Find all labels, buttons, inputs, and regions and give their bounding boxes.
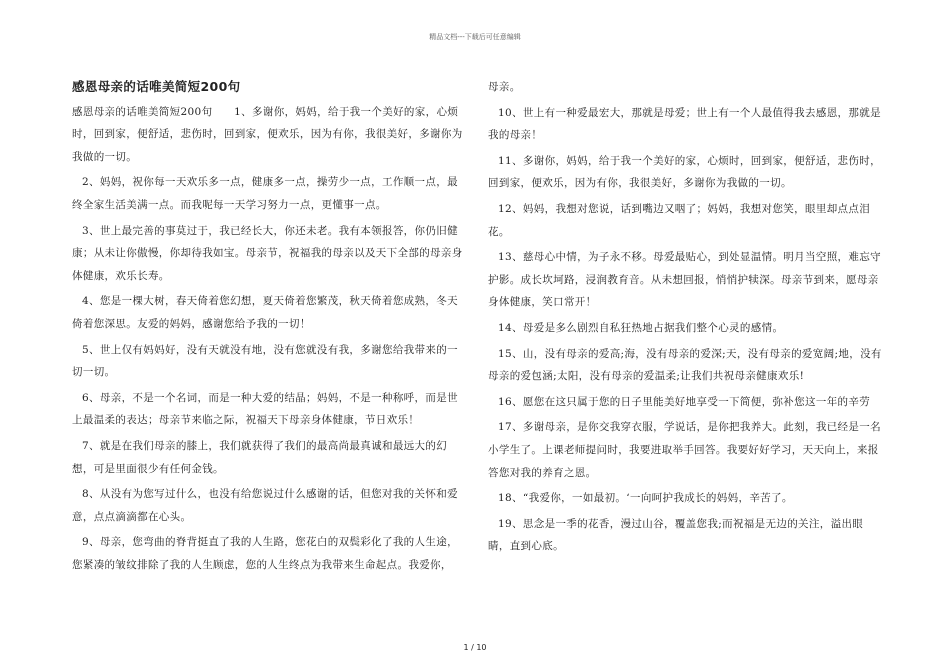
page-number: 1 / 10 xyxy=(463,643,487,652)
paragraph: 8、从没有为您写过什么，也没有给您说过什么感谢的话，但您对我的关怀和爱意，点点滴滴都在心头。 xyxy=(72,488,458,523)
right-column xyxy=(488,76,883,561)
paragraph: 10、世上有一种爱最宏大，那就是母爱；世上有一个人最值得我去感恩，那就是我的母亲！ xyxy=(488,106,881,142)
paragraph: 14、母爱是多么剧烈自私狂热地占据我们整个心灵的感情。 xyxy=(498,321,784,334)
paragraph: 19、思念是一季的花香，漫过山谷，覆盖您我;而祝福是无边的关注，溢出眼睛，直到心底。 xyxy=(488,517,864,553)
paragraph: 13、慈母心中情，为子永不移。母爱最贴心，到处显温情。明月当空照，难忘守护影。成长坎坷路，浸润教育音。从未想回报，悄悄护犊深。母亲节到来，愿母亲身体健康，笑口常开！ xyxy=(488,251,881,309)
paragraph: 17、多谢母亲，是你交我穿衣服，学说话，是你把我养大。此刻，我已经是一名小学生了。上课老师提问时，我要进取举手回答。我要好好学习，天天向上，来报答您对我的养育之恩。 xyxy=(488,421,881,479)
paragraph: 感恩母亲的话唯美简短200句 1、多谢你，妈妈，给于我一个美好的家，心烦时，回到家，便舒适，悲伤时，回到家，便欢乐，因为有你，我很美好，多谢你为我做的一切。 xyxy=(72,105,463,163)
paragraph: 16、愿您在这只属于您的日子里能美好地享受一下简便，弥补您这一年的辛劳 xyxy=(498,395,871,408)
paragraph: 12、妈妈，我想对您说，话到嘴边又咽了；妈妈，我想对您笑，眼里却点点泪花。 xyxy=(488,202,871,238)
paragraph: 7、就是在我们母亲的膝上，我们就获得了我们的最高尚最真诚和最远大的幻想，可是里面很少有任何金钱。 xyxy=(72,439,448,475)
paragraph: 6、母亲，不是一个名词，而是一种大爱的结晶；妈妈，不是一种称呼，而是世上最温柔的表达；母亲节来临之际，祝福天下母亲身体健康，节日欢乐！ xyxy=(72,391,458,427)
paragraph: 4、您是一棵大树，春天倚着您幻想，夏天倚着您繁茂，秋天倚着您成熟，冬天倚着您深思。友爱的妈妈，感谢您给予我的一切！ xyxy=(72,295,458,330)
paragraph: 11、多谢你，妈妈，给于我一个美好的家，心烦时，回到家，便舒适，悲伤时，回到家，便欢乐，因为有你，我很美好，多谢你为我做的一切。 xyxy=(488,154,881,190)
paragraph: 9、母亲，您弯曲的脊背挺直了我的人生路，您花白的双鬓彩化了我的人生途，您紧凑的皱纹排除了我的人生顾虑，您的人生终点为我带来生命起点。我爱你， xyxy=(72,536,458,571)
page-header: 精品文档---下载后可任意编辑 xyxy=(429,33,521,41)
left-column xyxy=(72,76,467,579)
paragraph: 15、山，没有母亲的爱高;海，没有母亲的爱深;天，没有母亲的爱宽阔;地，没有母亲的爱包涵;太阳，没有母亲的爱温柔;让我们共祝母亲健康欢乐! xyxy=(488,347,882,383)
paragraph: 3、世上最完善的事莫过于，我已经长大，你还未老。我有本领报答，你仍旧健康；从未让你傲慢，你却待我如宝。母亲节，祝福我的母亲以及天下全部的母亲身体健康，欢乐长寿。 xyxy=(72,224,463,282)
document-title: 感恩母亲的话唯美简短200句 xyxy=(72,79,241,94)
paragraph: 母亲。 xyxy=(488,81,521,93)
paragraph: 5、世上仅有妈妈好，没有天就没有地，没有您就没有我，多谢您给我带来的一切一切。 xyxy=(72,343,458,379)
paragraph: 18、“我爱你，一如最初。‘一向呵护我成长的妈妈，辛苦了。 xyxy=(498,492,793,505)
paragraph: 2、妈妈，祝你每一天欢乐多一点，健康多一点，操劳少一点，工作顺一点，最终全家生活美满一点。而我呢每一天学习努力一点，更懂事一点。 xyxy=(72,176,458,211)
